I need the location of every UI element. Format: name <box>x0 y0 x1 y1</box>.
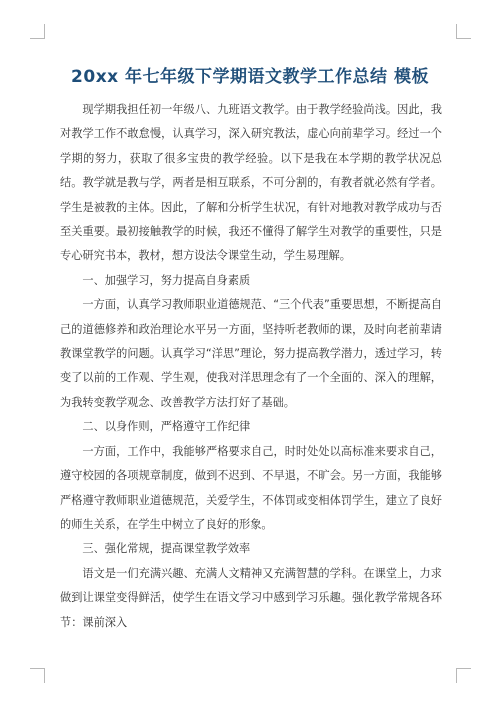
document-title: 20xx 年七年级下学期语文教学工作总结 模板 <box>71 67 429 87</box>
crop-mark-bottom-right <box>456 668 471 683</box>
crop-mark-top-left <box>30 24 45 39</box>
section-3-paragraph: 语文是一们充满兴趣、充满人文精神又充满智慧的学科。在课堂上，力求做到让课堂变得鲜活，使学生在语文学习中感到学习乐趣。强化教学常规各环节：课前深入 <box>60 566 442 629</box>
crop-mark-top-right <box>456 24 471 39</box>
intro-paragraph: 现学期我担任初一年级八、九班语文教学。由于教学经验尚浅。因此，我对教学工作不敢怠慢，认真学习，深入研究教法，虚心向前辈学习。经过一个学期的努力，获取了很多宝贵的教学经验。以下是我在本学期的教学状况总结。教学就是教与学，两者是相互联系，不可分割的，有教者就必然有学者。学生是被教的主体。因此，了解和分析学生状况，有针对地教对教学成功与否至关重要。最初接触教学的时候，我还不懂得了解学生对教学的重要性，只是专心研究书本，教材，想方设法令课堂生动，学生易理解。 <box>60 103 442 263</box>
crop-mark-bottom-left <box>30 668 45 683</box>
section-heading-3: 三、强化常规，提高课堂教学效率 <box>82 542 251 556</box>
document-body <box>60 98 442 635</box>
section-heading-2: 二、以身作则，严格遵守工作纪律 <box>82 420 251 434</box>
section-heading-1: 一、加强学习，努力提高自身素质 <box>82 273 251 287</box>
section-1-paragraph: 一方面，认真学习教师职业道德规范、“三个代表”重要思想，不断提高自己的道德修养和政治理论水平另一方面，坚持听老教师的课，及时向老前辈请教课堂教学的问题。认真学习“洋思”理论，努力提高教学潜力，透过学习，转变了以前的工作观、学生观，使我对洋思理念有了一个全面的、深入的理解，为我转变教学观念、改善教学方法打好了基础。 <box>60 298 442 409</box>
section-2-paragraph: 一方面，工作中，我能够严格要求自己，时时处处以高标准来要求自己，遵守校园的各项规章制度，做到不迟到、不早退，不旷会。另一方面，我能够严格遵守教师职业道德规范，关爱学生，不体罚或变相体罚学生，建立了良好的师生关系，在学生中树立了良好的形象。 <box>60 444 442 531</box>
